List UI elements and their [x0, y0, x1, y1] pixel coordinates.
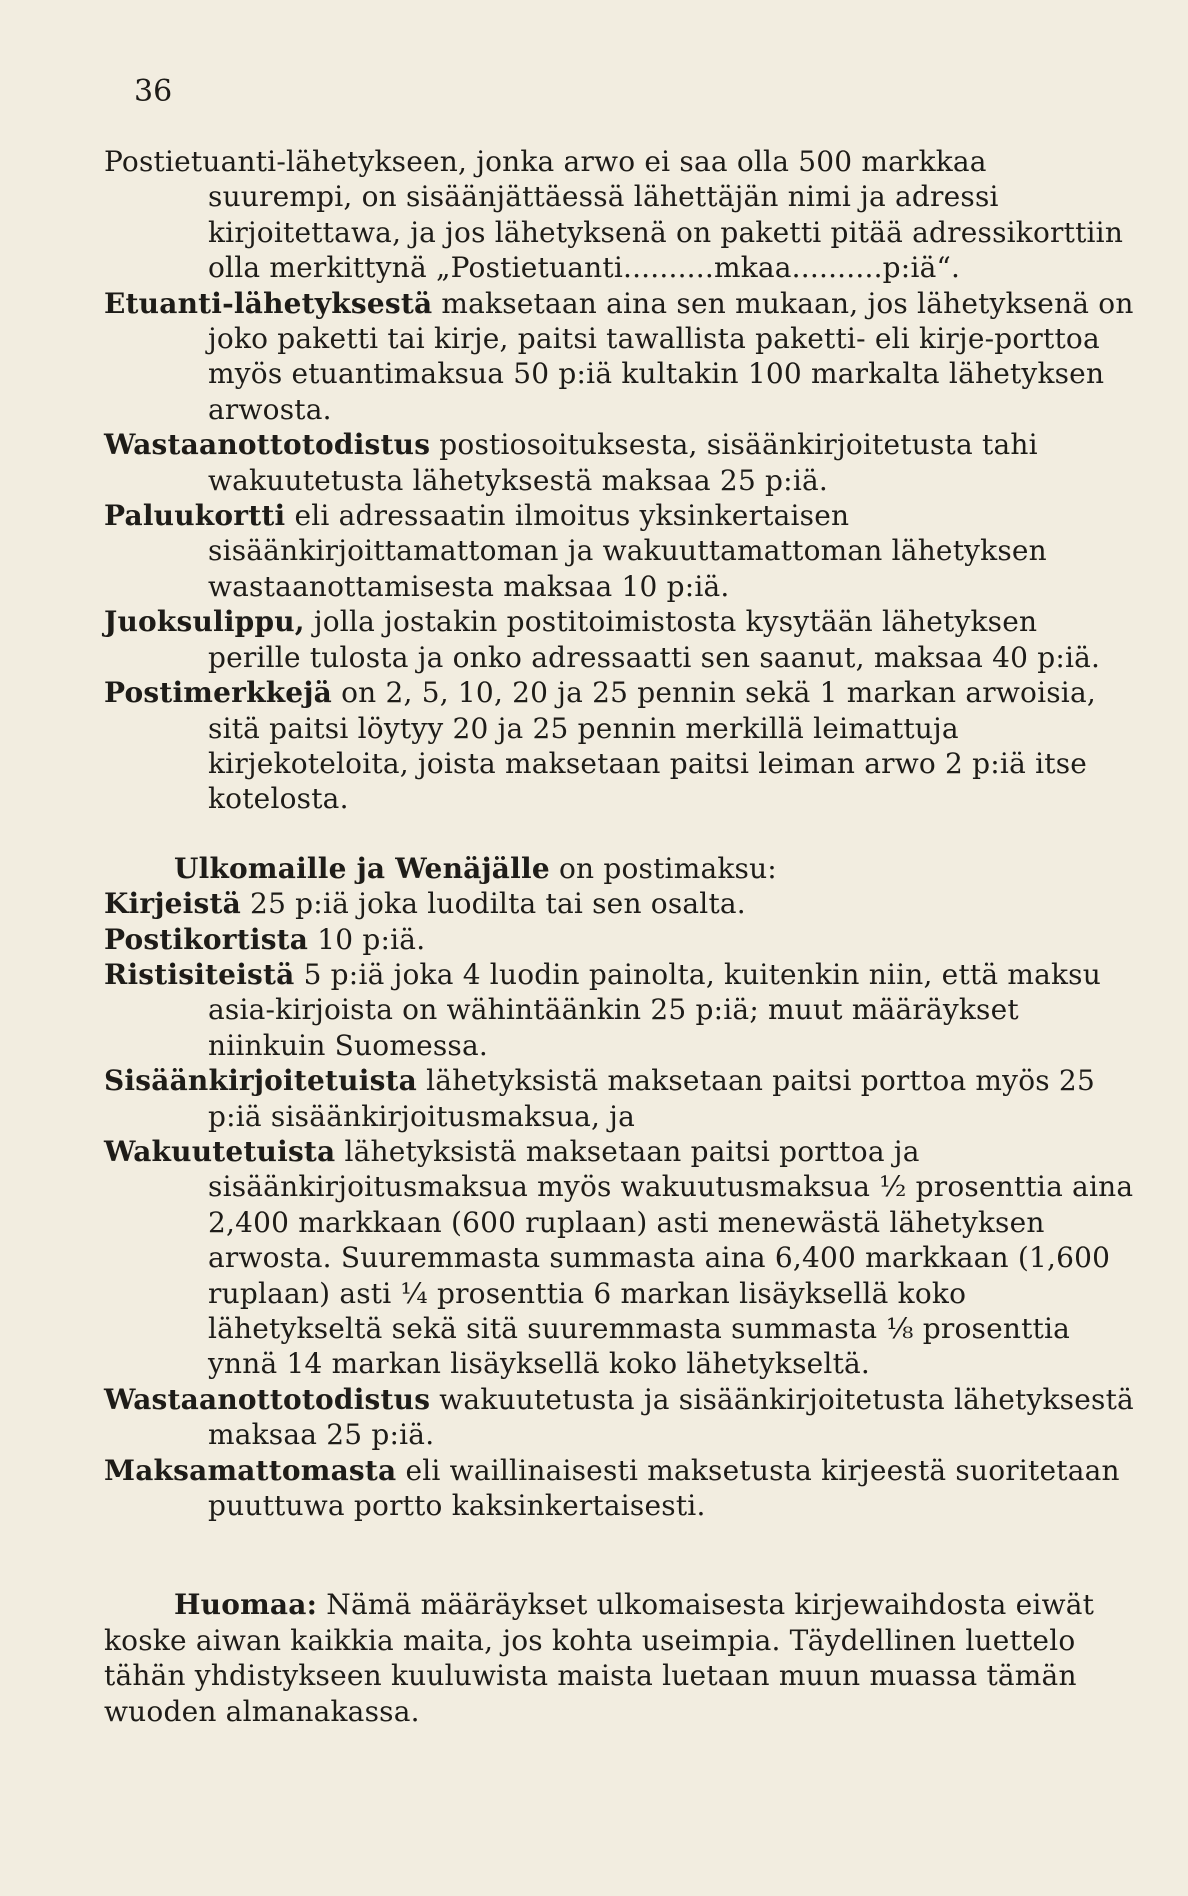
paragraph-text: Postietuanti-lähetykseen, jonka arwo ei saa olla 500 markkaa suurempi, on sisäänjättäessä lähettäjän nimi ja adressi kirjoitettawa, ja jos lähetyksenä on paketti pitää adressikorttiin olla merkittynä „Postietuanti..........mkaa..........p:iä“. — [104, 145, 1124, 285]
paragraph-juoksulippu — [104, 604, 1134, 675]
item-lead: Wastaanottotodistus — [104, 1382, 431, 1416]
item-text: eli waillinaisesti maksetusta kirjeestä suoritetaan puuttuwa portto kaksinkertaisesti. — [208, 1453, 1120, 1523]
paragraph-text: eli adressaatin ilmoitus yksinkertaisen sisäänkirjoittamattoman ja wakuuttamattoman lähetyksen wastaanottamisesta maksaa 10 p:iä. — [208, 499, 1047, 603]
paragraph-text: postiosoituksesta, sisäänkirjoitetusta tahi wakuutetusta lähetyksestä maksaa 25 p:iä. — [208, 428, 1038, 497]
paragraph-postietuanti — [104, 144, 1134, 286]
paragraph-postimerkkeja — [104, 675, 1134, 817]
foreign-item-sisaankirjoitetuista — [104, 1063, 1134, 1134]
paragraph-text: jolla jostakin postitoimistosta kysytään lähetyksen perille tulosta ja onko adressaatti sen saanut, maksaa 40 p:iä. — [208, 605, 1101, 674]
item-text: 10 p:iä. — [308, 922, 426, 956]
paragraph-wastaanottotodistus — [104, 427, 1134, 498]
item-text: lähetyksistä maksetaan paitsi porttoa myös 25 p:iä sisäänkirjoitusmaksua, ja — [208, 1064, 1095, 1133]
paragraph-text: maksetaan aina sen mukaan, jos lähetyksenä on joko paketti tai kirje, paitsi tawallista paketti- eli kirje-porttoa myös etuantimaksua 50 p:iä kultakin 100 markalta lähetyksen arwosta. — [208, 286, 1134, 426]
paragraph-lead: Wastaanottotodistus — [104, 428, 431, 462]
note-paragraph — [104, 1587, 1134, 1729]
paragraph-etuanti — [104, 286, 1134, 428]
foreign-item-wakuutetuista — [104, 1134, 1134, 1382]
note-lead: Huomaa: — [174, 1588, 318, 1622]
note-text: Nämä määräykset ulkomaisesta kirjewaihdosta eiwät koske aiwan kaikkia maita, jos kohta useimpia. Täydellinen luettelo tähän yhdistykseen kuuluwista maista luetaan muun muassa tämän wuoden almanakassa. — [104, 1588, 1095, 1728]
paragraph-text: on 2, 5, 10, 20 ja 25 pennin sekä 1 markan arwoisia, sitä paitsi löytyy 20 ja 25 pennin merkillä leimattuja kirjekoteloita, joista maksetaan paitsi leiman arwo 2 p:iä itse kotelosta. — [208, 676, 1096, 816]
section-spacer — [104, 817, 1134, 851]
paragraph-lead: Postimerkkejä — [104, 676, 332, 710]
paragraph-paluukortti — [104, 498, 1134, 604]
item-lead: Postikortista — [104, 922, 309, 956]
item-lead: Kirjeistä — [104, 887, 241, 921]
foreign-heading-rest: on postimaksu: — [549, 851, 777, 885]
foreign-item-kirjeista — [104, 886, 1134, 921]
item-text: wakuutetusta ja sisäänkirjoitetusta lähetyksestä maksaa 25 p:iä. — [208, 1382, 1134, 1452]
body-text — [104, 144, 1134, 1729]
paragraph-lead: Juoksulippu, — [104, 605, 305, 639]
section-spacer — [104, 1523, 1134, 1587]
paragraph-lead: Etuanti-lähetyksestä — [104, 286, 433, 320]
foreign-item-wastaanottotodistus — [104, 1382, 1134, 1453]
item-lead: Wakuutetuista — [104, 1134, 336, 1168]
foreign-heading — [104, 851, 1134, 886]
item-text: 25 p:iä joka luodilta tai sen osalta. — [240, 887, 746, 921]
item-text: 5 p:iä joka 4 luodin painolta, kuitenkin niin, että maksu asia-kirjoista on wähintäänkin 25 p:iä; muut määräykset niinkuin Suomessa. — [208, 957, 1101, 1062]
item-lead: Sisäänkirjoitetuista — [104, 1064, 418, 1098]
page-number: 36 — [134, 74, 173, 109]
item-text: lähetyksistä maksetaan paitsi porttoa ja sisäänkirjoitusmaksua myös wakuutusmaksua ½ prosenttia aina 2,400 markkaan (600 ruplaan) asti menewästä lähetyksen arwosta. Suuremmasta summasta aina 6,400 markkaan (1,600 ruplaan) asti ¼ prosenttia 6 markan lisäyksellä koko lähetykseltä sekä sitä suuremmasta summasta ⅛ prosenttia ynnä 14 markan lisäyksellä koko lähetykseltä. — [208, 1134, 1134, 1381]
paragraph-lead: Paluukortti — [104, 499, 286, 533]
foreign-item-ristisiteista — [104, 957, 1134, 1063]
foreign-heading-bold: Ulkomaille ja Wenäjälle — [174, 851, 550, 885]
item-lead: Maksamattomasta — [104, 1453, 397, 1487]
item-lead: Ristisiteistä — [104, 957, 295, 991]
foreign-item-postikortista — [104, 922, 1134, 957]
foreign-item-maksamattomasta — [104, 1453, 1134, 1524]
